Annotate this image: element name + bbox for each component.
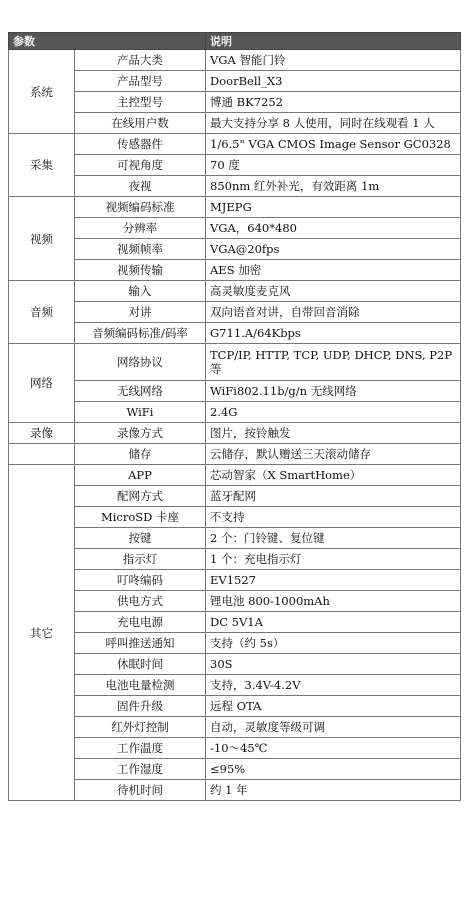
table-row <box>9 759 461 780</box>
param-name: 工作湿度 <box>75 759 206 780</box>
param-name: 分辨率 <box>75 218 206 239</box>
param-value: -10～45℃ <box>206 738 461 759</box>
param-name: 待机时间 <box>75 780 206 801</box>
param-value: 30S <box>206 654 461 675</box>
table-row <box>9 675 461 696</box>
param-value: 1 个：充电指示灯 <box>206 549 461 570</box>
param-value: 70 度 <box>206 155 461 176</box>
table-row <box>9 465 461 486</box>
table-row <box>9 92 461 113</box>
param-name: 工作温度 <box>75 738 206 759</box>
table-row <box>9 344 461 381</box>
group-system: 系统 <box>9 50 75 134</box>
param-name: APP <box>75 465 206 486</box>
param-name: 叮咚编码 <box>75 570 206 591</box>
param-name: 输入 <box>75 281 206 302</box>
table-header-row <box>9 33 461 50</box>
param-value: 最大支持分享 8 人使用，同时在线观看 1 人 <box>206 113 461 134</box>
param-value: 不支持 <box>206 507 461 528</box>
table-row <box>9 633 461 654</box>
param-value: DoorBell_X3 <box>206 71 461 92</box>
table-row <box>9 717 461 738</box>
group-capture: 采集 <box>9 134 75 197</box>
table-row <box>9 612 461 633</box>
table-row <box>9 381 461 402</box>
param-value: MJEPG <box>206 197 461 218</box>
table-row <box>9 570 461 591</box>
table-row <box>9 591 461 612</box>
param-name: 可视角度 <box>75 155 206 176</box>
param-name: 主控型号 <box>75 92 206 113</box>
table-row <box>9 260 461 281</box>
table-row <box>9 402 461 423</box>
table-row <box>9 444 461 465</box>
param-name: 对讲 <box>75 302 206 323</box>
table-row <box>9 281 461 302</box>
param-name: 视频帧率 <box>75 239 206 260</box>
table-row <box>9 486 461 507</box>
param-value: VGA@20fps <box>206 239 461 260</box>
table-row <box>9 738 461 759</box>
group-record: 录像 <box>9 423 75 444</box>
param-name: 录像方式 <box>75 423 206 444</box>
param-value: 锂电池 800-1000mAh <box>206 591 461 612</box>
param-value: 芯动智家（X SmartHome） <box>206 465 461 486</box>
table-row <box>9 197 461 218</box>
table-row <box>9 780 461 801</box>
table-row <box>9 528 461 549</box>
param-value: 约 1 年 <box>206 780 461 801</box>
param-name: 夜视 <box>75 176 206 197</box>
table-row <box>9 71 461 92</box>
param-value: 云储存，默认赠送三天滚动储存 <box>206 444 461 465</box>
header-param: 参数 <box>9 33 206 50</box>
table-row <box>9 654 461 675</box>
param-name: 指示灯 <box>75 549 206 570</box>
table-row <box>9 50 461 71</box>
param-value: EV1527 <box>206 570 461 591</box>
param-name: 无线网络 <box>75 381 206 402</box>
param-name: 电池电量检测 <box>75 675 206 696</box>
param-name: 呼叫推送通知 <box>75 633 206 654</box>
header-desc: 说明 <box>206 33 461 50</box>
param-value: ≤95% <box>206 759 461 780</box>
table-row <box>9 113 461 134</box>
table-row <box>9 696 461 717</box>
param-value: 自动，灵敏度等级可调 <box>206 717 461 738</box>
param-value: 支持（约 5s） <box>206 633 461 654</box>
param-value: WiFi802.11b/g/n 无线网络 <box>206 381 461 402</box>
table-row <box>9 134 461 155</box>
param-name: WiFi <box>75 402 206 423</box>
param-name: 固件升级 <box>75 696 206 717</box>
param-value: 远程 OTA <box>206 696 461 717</box>
table-row <box>9 239 461 260</box>
group-other: 其它 <box>9 465 75 801</box>
param-name: 视频编码标准 <box>75 197 206 218</box>
param-name: 休眠时间 <box>75 654 206 675</box>
param-name: 产品大类 <box>75 50 206 71</box>
param-value: 蓝牙配网 <box>206 486 461 507</box>
param-value: 双向语音对讲，自带回音消除 <box>206 302 461 323</box>
param-name: 供电方式 <box>75 591 206 612</box>
table-row <box>9 218 461 239</box>
param-name: 音频编码标准/码率 <box>75 323 206 344</box>
param-name: 网络协议 <box>75 344 206 381</box>
param-value: TCP/IP, HTTP, TCP, UDP, DHCP, DNS, P2P 等 <box>206 344 461 381</box>
param-value: 博通 BK7252 <box>206 92 461 113</box>
table-row <box>9 155 461 176</box>
param-name: 在线用户数 <box>75 113 206 134</box>
table-row <box>9 323 461 344</box>
table-row <box>9 423 461 444</box>
group-empty <box>9 444 75 465</box>
param-value: G711.A/64Kbps <box>206 323 461 344</box>
param-value: 高灵敏度麦克风 <box>206 281 461 302</box>
spec-table <box>8 32 461 801</box>
group-network: 网络 <box>9 344 75 423</box>
param-name: 视频传输 <box>75 260 206 281</box>
group-audio: 音频 <box>9 281 75 344</box>
param-value: VGA，640*480 <box>206 218 461 239</box>
table-row <box>9 176 461 197</box>
group-video: 视频 <box>9 197 75 281</box>
param-name: 产品型号 <box>75 71 206 92</box>
param-value: 850nm 红外补光，有效距离 1m <box>206 176 461 197</box>
table-row <box>9 549 461 570</box>
param-name: 配网方式 <box>75 486 206 507</box>
param-value: 图片，按铃触发 <box>206 423 461 444</box>
param-name: 充电电源 <box>75 612 206 633</box>
table-row <box>9 507 461 528</box>
param-value: DC 5V1A <box>206 612 461 633</box>
param-value: 1/6.5" VGA CMOS Image Sensor GC0328 <box>206 134 461 155</box>
param-name: 按键 <box>75 528 206 549</box>
param-value: VGA 智能门铃 <box>206 50 461 71</box>
param-value: 2 个：门铃键、复位键 <box>206 528 461 549</box>
param-name: 传感器件 <box>75 134 206 155</box>
param-name: MicroSD 卡座 <box>75 507 206 528</box>
param-value: 支持，3.4V-4.2V <box>206 675 461 696</box>
param-value: 2.4G <box>206 402 461 423</box>
param-value: AES 加密 <box>206 260 461 281</box>
table-row <box>9 302 461 323</box>
param-name: 红外灯控制 <box>75 717 206 738</box>
param-name: 储存 <box>75 444 206 465</box>
